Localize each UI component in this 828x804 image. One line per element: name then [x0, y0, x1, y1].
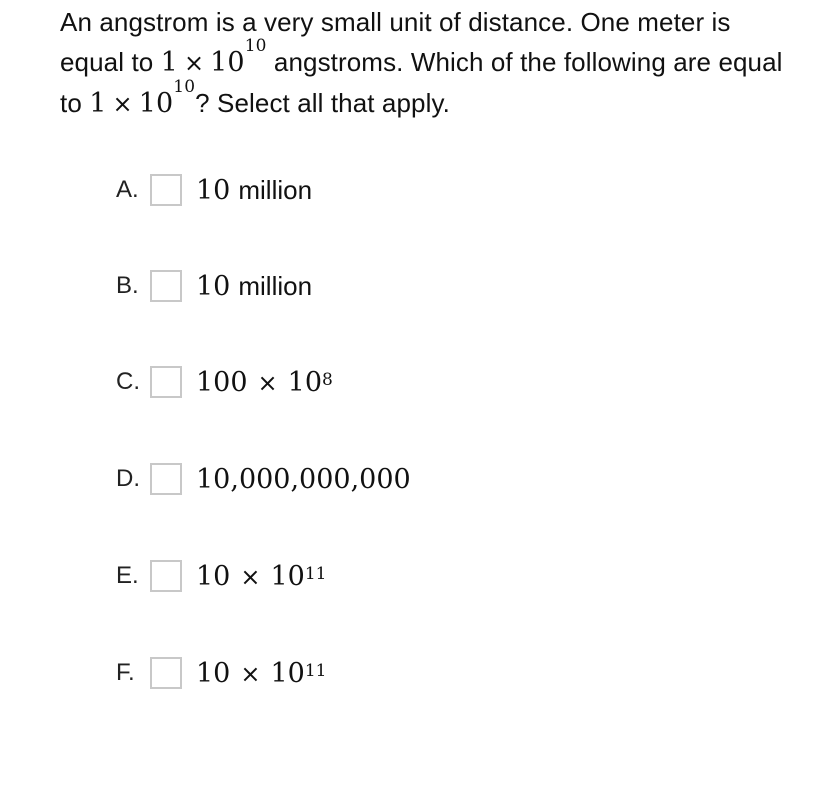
option-letter: E. — [116, 562, 139, 589]
question-text-part2: angstroms. Which of the following are equal to — [60, 47, 783, 118]
option-a[interactable] — [116, 170, 312, 210]
question-math-1: $1 \times 10^{10}$ — [160, 36, 267, 78]
option-f[interactable] — [116, 653, 326, 693]
option-d[interactable] — [116, 459, 411, 499]
option-d-answer: 10,000,000,000 — [196, 463, 411, 495]
option-letter: D. — [116, 465, 140, 492]
question-text-part1: An angstrom is a very small unit of distance. One meter is equal to — [60, 7, 731, 77]
question-text — [60, 2, 800, 124]
option-letter: B. — [116, 272, 139, 299]
option-e[interactable] — [116, 556, 326, 596]
option-e-checkbox[interactable] — [150, 560, 182, 592]
option-d-checkbox[interactable] — [150, 463, 182, 495]
option-a-checkbox[interactable] — [150, 174, 182, 206]
option-letter: F. — [116, 659, 135, 686]
option-c[interactable] — [116, 362, 333, 402]
option-b-checkbox[interactable] — [150, 270, 182, 302]
option-c-checkbox[interactable] — [150, 366, 182, 398]
option-e-answer: 10 × 10 $^{11}$ — [196, 560, 327, 592]
question-text-part3: ? Select all that apply. — [195, 88, 450, 118]
option-f-answer: 10 × 10 $^{11}$ — [196, 657, 327, 689]
question-math-2: $1 \times 10^{10}$ — [89, 77, 196, 119]
option-letter: C. — [116, 368, 140, 395]
option-f-checkbox[interactable] — [150, 657, 182, 689]
option-b-answer: 10 million — [196, 270, 313, 302]
option-c-answer: 100 × 10 $^8$ — [196, 366, 333, 398]
option-b[interactable] — [116, 266, 312, 306]
option-a-answer: 10 million — [196, 174, 313, 206]
option-letter: A. — [116, 176, 139, 203]
